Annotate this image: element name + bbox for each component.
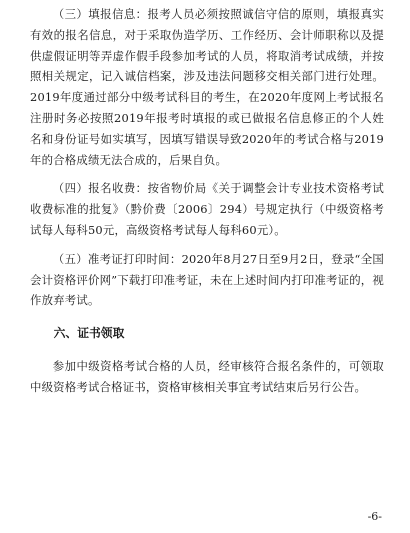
paragraph-certificate: 参加中级资格考试合格的人员，经审核符合报名条件的，可领取中级资格考试合格证书，资格审核相关事宜考试结束后另行公告。 [30, 358, 384, 394]
spacer [30, 170, 384, 178]
spacer [30, 311, 384, 323]
spacer [30, 241, 384, 249]
paragraph-admission-ticket: （五）准考证打印时间：2020年8月27日至9月2日，登录“全国会计资格评价网”下载打印准考证，未在上述时间内打印准考证的，视作放弃考试。 [30, 251, 384, 308]
paragraph-fill-info: （三）填报信息：报考人员必须按照诚信守信的原则，填报真实有效的报名信息，对于采取伪造学历、工作经历、会计师职称以及提供虚假证明等弄虚作假手段参加考试的人员，将取消考试成绩，并按照相关规定，记入诚信档案，涉及违法问题移交相关部门进行处理。2019年度通过部分中级考试科目的考生，在2020年度网上考试报名注册时务必按照2019年报考时填报的或已做报名信息修正的个人姓名和身份证号如实填写，因填写错误导致2020年的考试合格与2019年的合格成绩无法合成的，后果自负。 [30, 7, 384, 167]
paragraph-fee: （四）报名收费：按省物价局《关于调整会计专业技术资格考试收费标准的批复》（黔价费〔2006〕294）号规定执行（中级资格考试每人每科50元，高级资格考试每人每科60元）。 [30, 181, 384, 237]
section-heading-certificate: 六、证书领取 [53, 326, 125, 341]
spacer [30, 344, 384, 356]
page-number: -6- [367, 510, 382, 523]
